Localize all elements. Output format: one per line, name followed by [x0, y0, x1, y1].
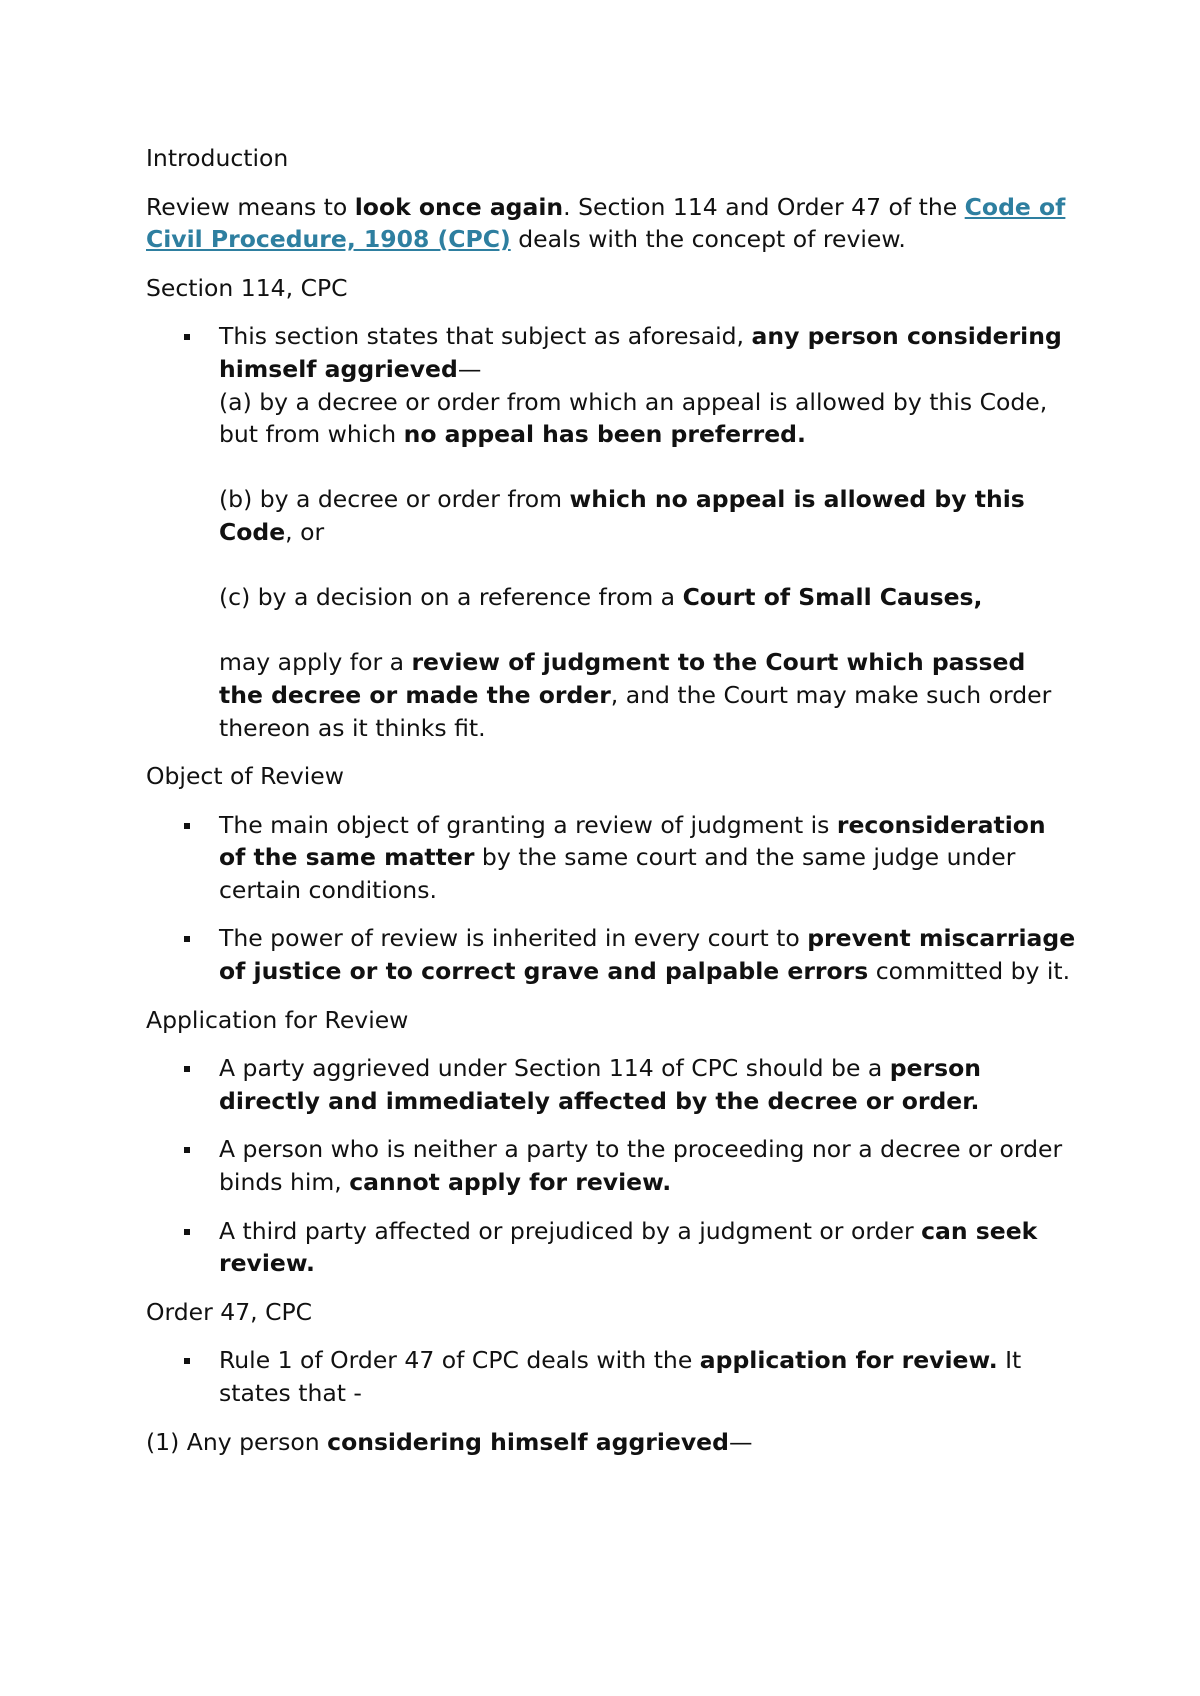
text-span: (b) by a decree or order from — [219, 485, 570, 514]
bullet-icon — [184, 936, 190, 942]
document-body — [146, 142, 1076, 1474]
bullet-icon — [184, 1147, 190, 1153]
clause-a — [219, 386, 1076, 451]
text-span: Rule 1 of Order 47 of CPC deals with the — [219, 1346, 700, 1375]
text-span: A party aggrieved under Section 114 of CPC should be a — [219, 1054, 890, 1083]
blank-line — [219, 549, 1076, 582]
heading-application-for-review: Application for Review — [146, 1005, 409, 1034]
list-item — [146, 922, 1076, 987]
list-item — [146, 1133, 1076, 1198]
list-item — [146, 1215, 1076, 1280]
bold-span: no appeal has been preferred. — [403, 420, 806, 449]
list-item — [146, 1052, 1076, 1117]
cpc-link[interactable]: Code of Civil Procedure, 1908 (CPC) — [146, 192, 1066, 254]
text-span: (c) by a decision on a reference from a — [219, 583, 683, 612]
intro-bold: look once again — [354, 192, 564, 221]
bullet-icon — [184, 1066, 190, 1072]
heading-object-of-review: Object of Review — [146, 762, 344, 791]
application-list — [146, 1052, 1076, 1280]
clause-b — [219, 483, 1076, 548]
blank-line — [219, 614, 1076, 647]
object-list — [146, 809, 1076, 988]
text-span: It states that - — [219, 1346, 1022, 1407]
order-47-rule-1 — [146, 1426, 1076, 1459]
heading-introduction: Introduction — [146, 144, 289, 172]
bullet-icon — [184, 1229, 190, 1235]
clause-c — [219, 581, 1076, 614]
list-item — [146, 809, 1076, 907]
bold-span: review of judgment to the Court which passed the decree or made the order — [219, 648, 1026, 709]
text-span: The main object of granting a review of judgment is — [219, 810, 837, 839]
section-114-list — [146, 320, 1076, 744]
bullet-icon — [184, 334, 190, 340]
bold-span: reconsideration of the same matter — [219, 810, 1046, 872]
text-span: A person who is neither a party to the proceeding nor a decree or order binds him, — [219, 1135, 1063, 1197]
bold-span: can seek review. — [219, 1216, 1038, 1278]
bold-span: prevent miscarriage of justice or to correct grave and palpable errors — [219, 924, 1076, 986]
text-span: , and the Court may make such order thereon as it thinks fit. — [219, 680, 1052, 742]
list-item — [146, 1344, 1076, 1409]
text-span: A third party affected or prejudiced by a judgment or order — [219, 1216, 922, 1245]
blank-line — [219, 451, 1076, 484]
text-span: The power of review is inherited in every court to — [219, 924, 808, 953]
section-114-intro — [219, 320, 1076, 385]
text-span: — — [457, 354, 482, 383]
bold-span: person directly and immediately affected by the decree or order. — [219, 1054, 981, 1115]
bold-span: any person considering himself aggrieved — [219, 322, 1062, 383]
text-span: (a) by a decree or order from which an appeal is allowed by this Code, but from which — [219, 387, 1048, 449]
clause-conclusion — [219, 646, 1076, 744]
bullet-icon — [184, 1358, 190, 1364]
intro-text-3: deals with the concept of review. — [510, 225, 906, 254]
bold-span: Court of Small Causes, — [682, 583, 983, 612]
intro-text: Review means to — [146, 192, 355, 221]
heading-section-114: Section 114, CPC — [146, 273, 348, 302]
text-span: (1) Any person — [146, 1427, 328, 1456]
intro-paragraph — [146, 191, 1076, 256]
bold-span: application for review. — [699, 1346, 998, 1375]
bullet-icon — [184, 823, 190, 829]
text-span: This section states that subject as aforesaid, — [219, 322, 752, 351]
intro-text-2: . Section 114 and Order 47 of the — [563, 192, 965, 221]
bold-span: cannot apply for review. — [349, 1168, 672, 1197]
text-span: by the same court and the same judge under certain conditions. — [219, 843, 1016, 904]
bold-span: considering himself aggrieved — [327, 1427, 729, 1456]
text-span: committed by it. — [868, 957, 1071, 986]
text-span: may apply for a — [219, 648, 412, 677]
bold-span: which no appeal is allowed by this Code — [219, 485, 1025, 546]
heading-order-47: Order 47, CPC — [146, 1297, 313, 1326]
order-47-list — [146, 1344, 1076, 1409]
text-span: , or — [285, 517, 325, 546]
text-span: — — [728, 1427, 753, 1456]
list-item — [146, 320, 1076, 744]
